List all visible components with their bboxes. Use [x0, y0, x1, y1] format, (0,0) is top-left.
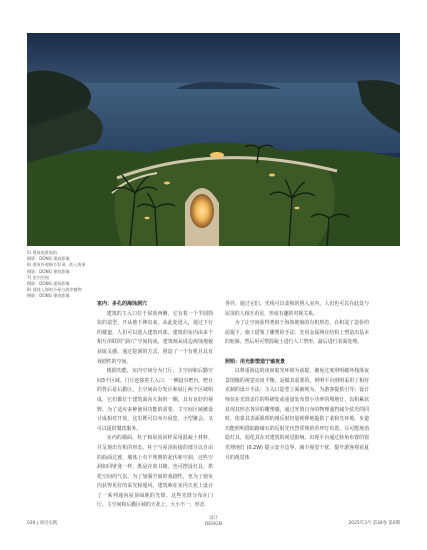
- hero-photo: [27, 33, 400, 246]
- caption-line: 摄影：DONG 建筑影像: [27, 293, 70, 299]
- body-paragraph: 为了让空间获得类似于海蚀地貌的有机形态，在积淀了造价的前提下，施工借鉴了雕塑的手法：先用金属网在结构上塑造出基本的轮廓，然后用可塑混凝土进行人工塑形，最后进行表面处理。: [225, 320, 369, 346]
- journal-mark-cn: 设计: [209, 516, 218, 521]
- journal-mark: [205, 516, 222, 527]
- journal-mark-en: DESIGN: [205, 521, 222, 527]
- caption-line: 8) 视线入海的小屋与海岸植物: [27, 287, 82, 293]
- issue-info: 2025年3月 第38卷 第6期: [348, 521, 400, 526]
- caption-line: 5) 建筑夜景航拍: [27, 250, 58, 255]
- caption-line: 摄影：DONG 建筑影像: [27, 268, 70, 274]
- body-paragraph: 根据功能，室内空间分为门厅、主空间和后勤空间3个区域。门厅连接着主入口，一侧设有吧台，吧台的背后是后勤区。主空间由分发区和展厅两个区域组成，它们都位于建筑面向大海的一侧，具有良好的视野，为了适应多种使用功能的需要，主空间区域被设计成相对开放，这里既可以举办展览，小型聚会，又可以提供餐饮服务。: [97, 368, 213, 432]
- section-heading: 照明：用光影塑造宁谧夜景: [225, 358, 286, 365]
- body-paragraph: 室内的墙面、柱子和屋顶同样采用混凝土材料，并呈现出有机的形态。柱子与屋顶衔接的部分以自由的曲面过渡，墙体上有不规则的起伏和空洞，这些空洞如同壁龛一样，既是存放书籍，也可摆设灯具，烘托空间的气氛。为了加强空间的戏剧性，也为了使室内获得更好的采光和通风，建筑师在室内天花上设计了一系列通向屋顶绿地的光筒。这些光筒分布在门厅、主空间和后勤区域的天花上，大小不一，形态: [97, 435, 213, 509]
- night-aerial-photo-icon: [27, 33, 400, 246]
- body-paragraph: 各异。通过它们，光线可以柔和的照入室内，人们也可以在此处与屋顶的人相互看见，形成有趣的对视关系。: [225, 301, 369, 317]
- left-text-column: [97, 300, 213, 511]
- caption-line: 摄影：DONG 建筑影像: [27, 281, 70, 287]
- page-footer: [27, 516, 400, 529]
- body-paragraph: 以尊重海边的夜间暗光环境为前提，避免过度照明破坏栈落夜景图像的视觉亮度平衡，是做其重要的。照明平台照明采用了相对克制的设计手法：主入口造型立面被视为，为游客提供引导；设计师仅在光筒盖位的科研处或重量处布置小功率的埋地灯，以积累状显现其形态各异的雕塑感，通过光筒自身的物理遮挡减少炫光的同时，依靠其表面肌理的漫反射轻量视释地提供了柔和光环境。步道功能照明借助路缘石的反射光代替常规的草坪灯布置，尽可能地消隐灯具，弱化其在对建筑的视觉影响。出现平台通过转角布置的窗光埋地灯 (0.2W) 提示安全边界，减少视觉干扰，提升游客观看夏月的视觉体: [225, 368, 369, 461]
- section-heading: 室内：多孔的海蚀洞穴: [97, 301, 148, 307]
- right-text-column: [225, 300, 369, 463]
- caption-line: 7) 室内空间: [27, 274, 49, 280]
- body-paragraph: 建筑的主入口位于屋顶西侧，它有着一个半圆筒状的造型，开从地下伸出来。从此处进入，通过下行的楼道，人们可以进入建筑内部。建筑的室内由多个相互串联的“洞穴”空间构成，建筑师从周边海蚀地貌获取灵感，通过挖洞的方式，创造了一个有机且具有戏剧性的空间。: [97, 310, 213, 365]
- caption-line: 6) 建筑外观细节1/ 8，夜入效果: [27, 262, 86, 268]
- caption-line: 摄影：DONG 建筑影像: [27, 256, 70, 262]
- page-number-section: 030 | 项目实践: [27, 521, 58, 526]
- photo-captions: [27, 250, 147, 300]
